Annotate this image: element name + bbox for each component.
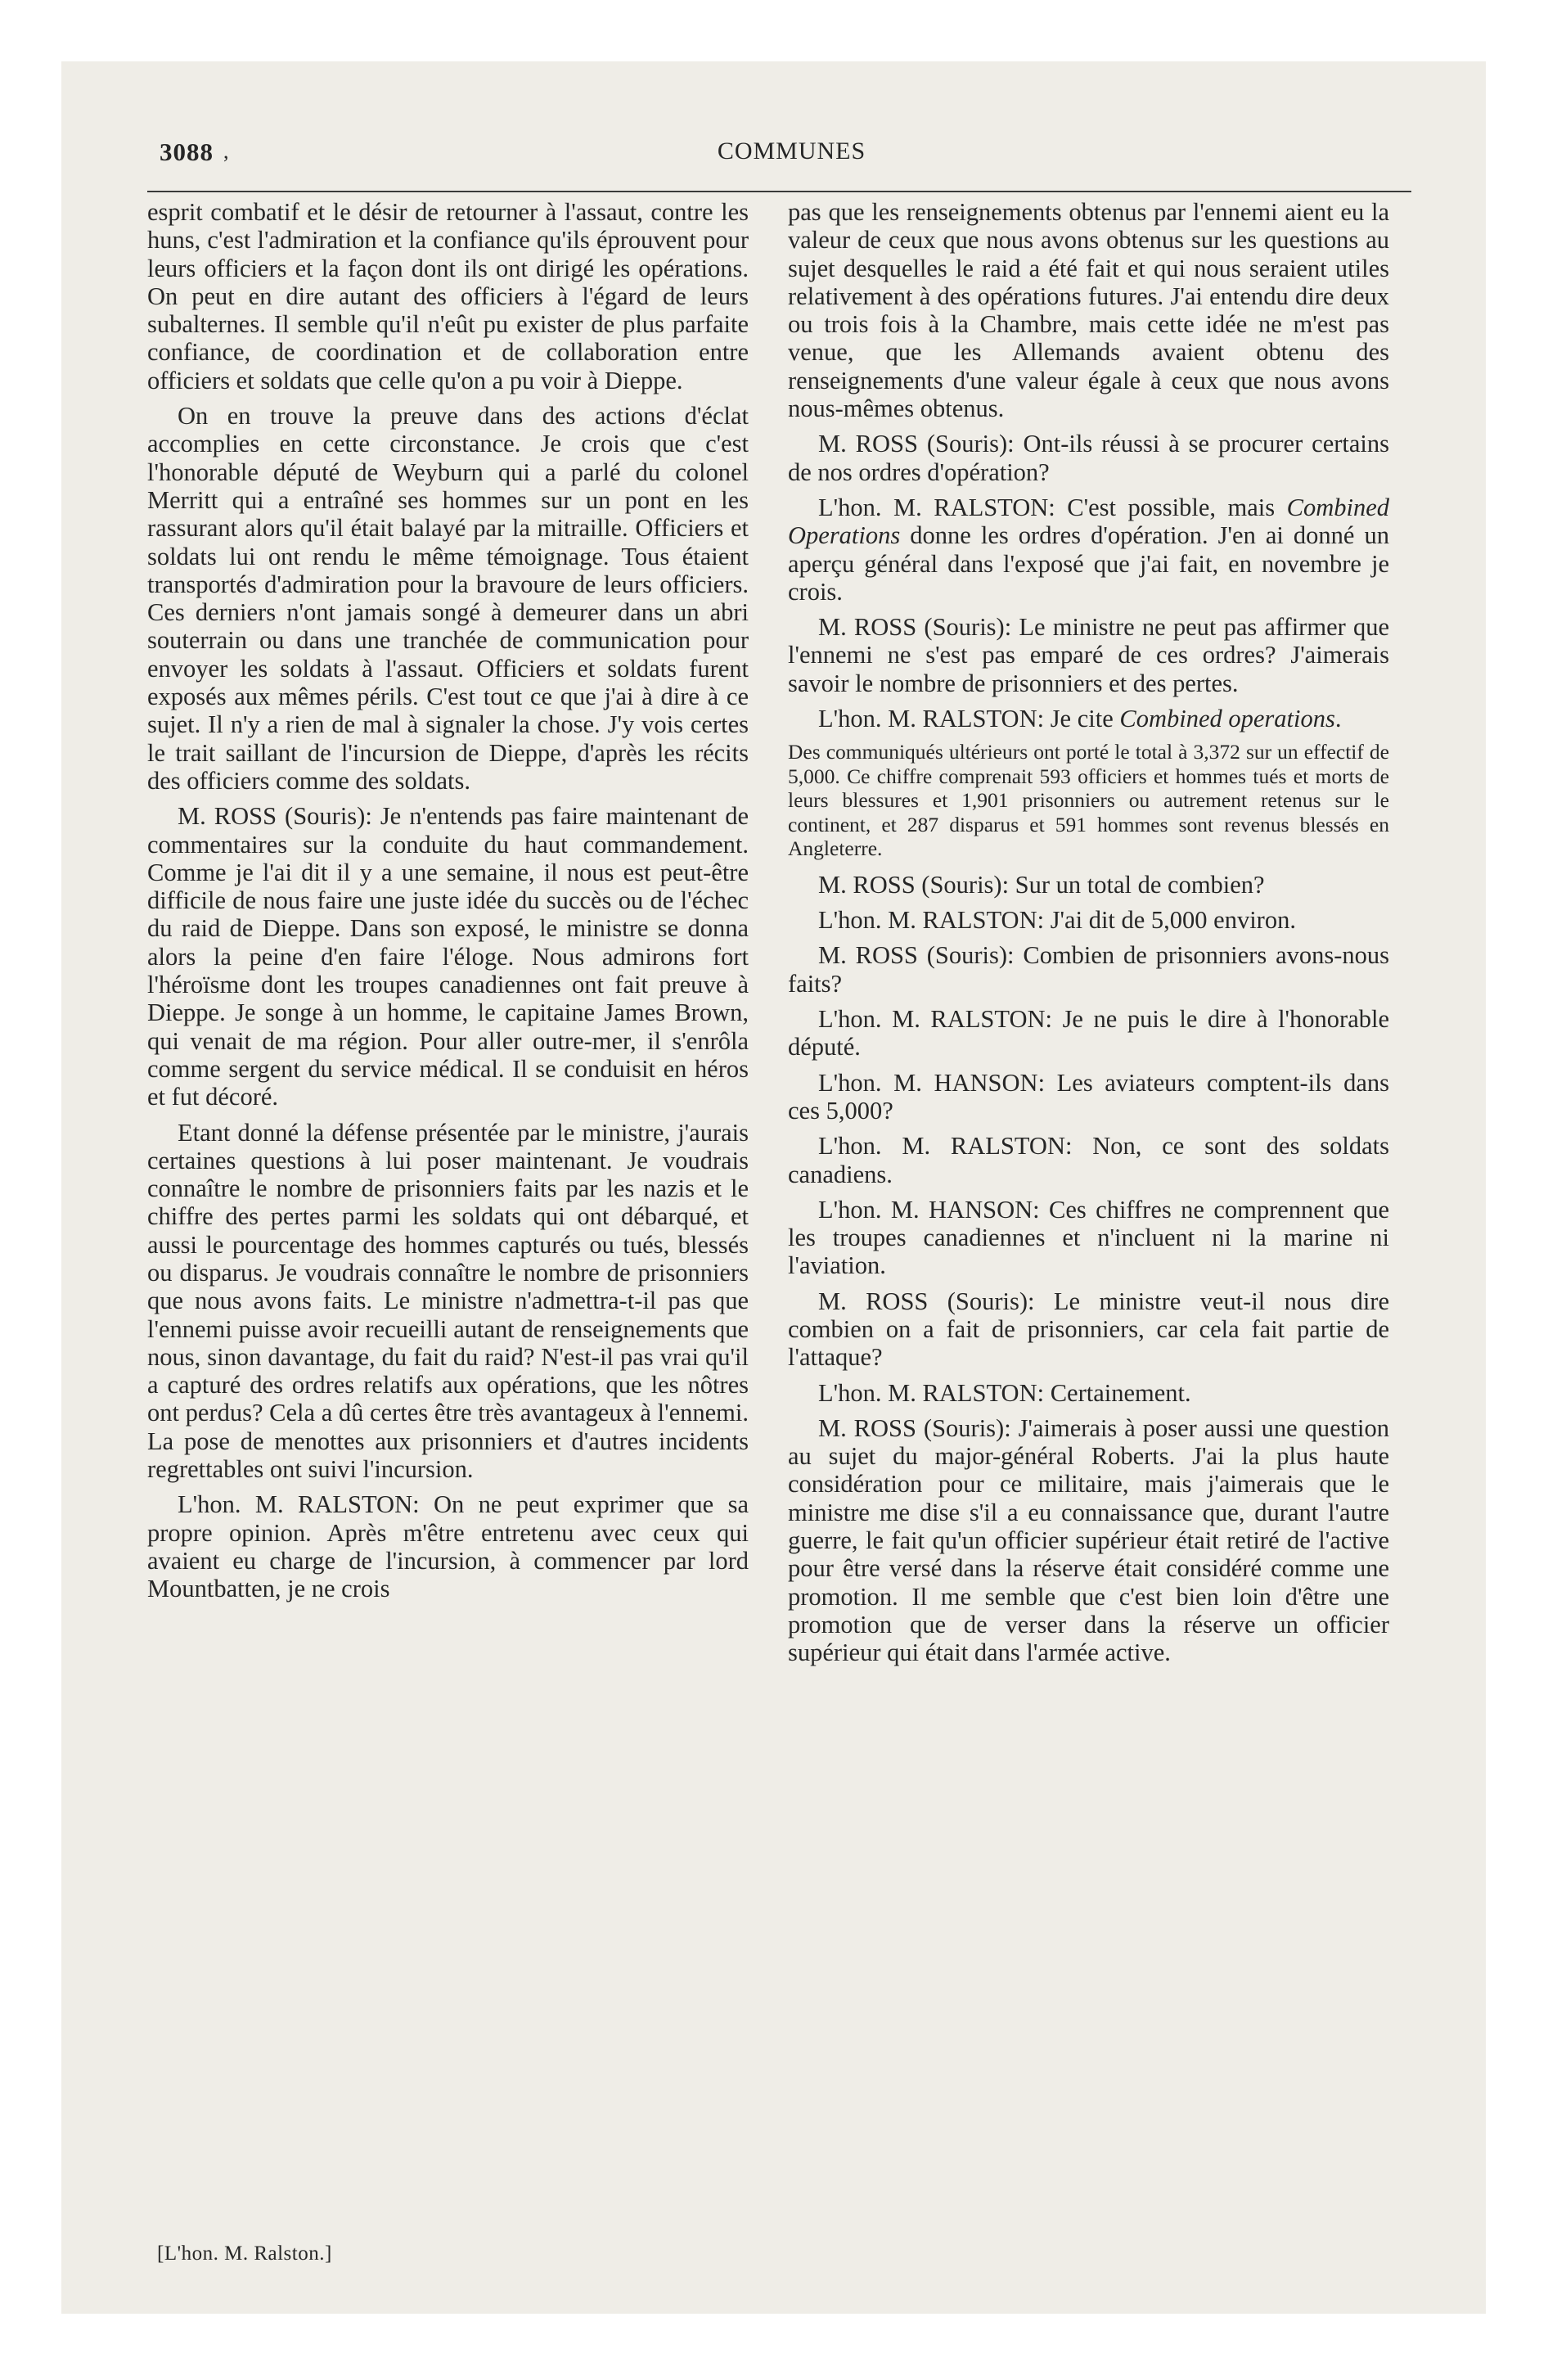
paragraph: M. ROSS (Souris): Sur un total de combien? — [818, 870, 1265, 899]
paragraph-text: L'hon. M. RALSTON: C'est possible, mais — [818, 493, 1287, 521]
paragraph: On en trouve la preuve dans des actions d'éclat accomplies en cette circonstance. Je crois que c'est l'honorable député de Weyburn qui a parlé du colonel Merritt qui a entraîné ses hommes sur un pont en les rassurant alors qu'il était balayé par la mitraille. Officiers et soldats lui ont rendu le même témoignage. Tous étaient transportés d'admiration pour la bravoure de leurs officiers. Ces derniers n'ont jamais songé à demeurer dans un abri souterrain ou dans une tranchée de communication pour envoyer les soldats à l'assaut. Officiers et soldats furent exposés aux mêmes périls. C'est tout ce que j'ai à dire à ce sujet. Il n'y a rien de mal à signaler la chose. J'y vois certes le trait saillant de l'incursion de Dieppe, d'après les récits des officiers comme des soldats. — [147, 402, 749, 795]
header-separator: , — [223, 139, 229, 163]
paragraph — [788, 705, 1389, 732]
paragraph: M. ROSS (Souris): Je n'entends pas faire maintenant de commentaires sur la conduite du haut commandement. Comme je l'ai dit il y a une semaine, il nous est peut-être difficile de nous faire une juste idée du succès ou de l'échec du raid de Dieppe. Dans son exposé, le ministre se donna alors la peine d'en faire l'éloge. Nous admirons fort l'héroïsme dont les troupes canadiennes ont fait preuve à Dieppe. Je songe à un homme, le capitaine James Brown, qui venait de ma région. Pour aller outre-mer, il s'enrôla comme sergent du service médical. Il se conduisit en héros et fut décoré. — [147, 802, 749, 1111]
paragraph: L'hon. M. HANSON: Ces chiffres ne comprennent que les troupes canadiennes et n'incluent ni la marine ni l'aviation. — [788, 1195, 1389, 1280]
paragraph: M. ROSS (Souris): J'aimerais à poser aussi une question au sujet du major-général Roberts. J'ai la plus haute considération pour ce militaire, mais j'aimerais que le ministre me dise s'il a eu connaissance que, durant l'autre guerre, le fait qu'un officier supérieur était retiré de l'active pour être versé dans la réserve était considéré comme une promotion. Il me semble que c'est bien loin d'être une promotion que de verser dans la réserve un officier supérieur qui était dans l'armée active. — [788, 1413, 1389, 1667]
paragraph: M. ROSS (Souris): Combien de prisonniers avons-nous faits? — [788, 941, 1389, 998]
page-number: 3088 — [160, 137, 214, 166]
speaker-tag: [L'hon. M. Ralston.] — [157, 2243, 332, 2265]
left-column — [147, 198, 749, 1611]
paragraph: Etant donné la défense présentée par le ministre, j'aurais certaines questions à lui poser maintenant. Je voudrais connaître le nombre de prisonniers faits par les nazis et le chiffre des pertes parmi les soldats qui ont débarqué, et aussi le pourcentage des hommes capturés ou tués, blessés ou disparus. Je voudrais connaître le nombre de prisonniers que nous avons faits. Le ministre n'admettra-t-il pas que l'ennemi puisse avoir recueilli autant de renseignements que nous, sinon davantage, du fait du raid? N'est-il pas vrai qu'il a capturé des ordres relatifs aux opérations, que les nôtres ont perdus? Cela a dû certes être très avantageux à l'ennemi. La pose de menottes aux prisonniers et d'autres incidents regrettables ont suivi l'incursion. — [147, 1118, 749, 1484]
paragraph-text: . — [1334, 705, 1342, 733]
quoted-communique: Des communiqués ultérieurs ont porté le total à 3,372 sur un effectif de 5,000. Ce chiffre comprenait 593 officiers et hommes tués et morts de leurs blessures et 1,901 prisonniers ou autrement retenus sur le continent, et 287 disparus et 591 hommes sont revenus blessés en Angleterre. — [788, 740, 1389, 861]
paragraph: L'hon. M. RALSTON: On ne peut exprimer que sa propre opinion. Après m'être entretenu avec ceux qui avaient eu charge de l'incursion, à commencer par lord Mountbatten, je ne crois — [147, 1490, 749, 1603]
paragraph-text: L'hon. M. RALSTON: Je cite — [818, 705, 1120, 733]
italic-title: Combined operations — [1119, 705, 1335, 733]
header-rule — [147, 191, 1411, 192]
paragraph — [788, 494, 1389, 606]
paragraph-text: donne les ordres d'opération. J'en ai donné un aperçu général dans l'exposé que j'ai fait, en novembre je crois. — [788, 521, 1389, 606]
paragraph: esprit combatif et le désir de retourner à l'assaut, contre les huns, c'est l'admiration et la confiance qu'ils éprouvent pour leurs officiers et la façon dont ils ont dirigé les opérations. On peut en dire autant des officiers à l'égard de leurs subalternes. Il semble qu'il n'eût pu exister de plus parfaite confiance, de coordination et de collaboration entre officiers et soldats que celle qu'on a pu voir à Dieppe. — [147, 198, 749, 394]
paragraph: L'hon. M. RALSTON: Certainement. — [818, 1378, 1191, 1407]
paragraph: pas que les renseignements obtenus par l'ennemi aient eu la valeur de ceux que nous avons obtenus sur les questions au sujet desquelles le raid a été fait et qui nous seraient utiles relativement à des opérations futures. J'ai entendu dire deux ou trois fois à la Chambre, mais cette idée ne m'est pas venue, que les Allemands avaient obtenu des renseignements d'une valeur égale à ceux que nous avons nous-mêmes obtenus. — [788, 198, 1389, 423]
paragraph: M. ROSS (Souris): Le ministre ne peut pas affirmer que l'ennemi ne s'est pas emparé de ces ordres? J'aimerais savoir le nombre de prisonniers et des pertes. — [788, 613, 1389, 697]
running-title: COMMUNES — [717, 137, 866, 165]
paragraph: M. ROSS (Souris): Ont-ils réussi à se procurer certains de nos ordres d'opération? — [788, 430, 1389, 486]
paragraph: M. ROSS (Souris): Le ministre veut-il nous dire combien on a fait de prisonniers, car cela fait partie de l'attaque? — [788, 1287, 1389, 1372]
italic-title: Combined Operations — [788, 493, 1389, 550]
paragraph: L'hon. M. RALSTON: J'ai dit de 5,000 environ. — [818, 906, 1296, 935]
paragraph: L'hon. M. RALSTON: Non, ce sont des soldats canadiens. — [788, 1132, 1389, 1188]
paragraph: L'hon. M. RALSTON: Je ne puis le dire à l'honorable député. — [788, 1005, 1389, 1062]
paragraph: L'hon. M. HANSON: Les aviateurs comptent-ils dans ces 5,000? — [788, 1068, 1389, 1125]
right-column — [788, 198, 1389, 1675]
running-head — [160, 137, 1424, 174]
